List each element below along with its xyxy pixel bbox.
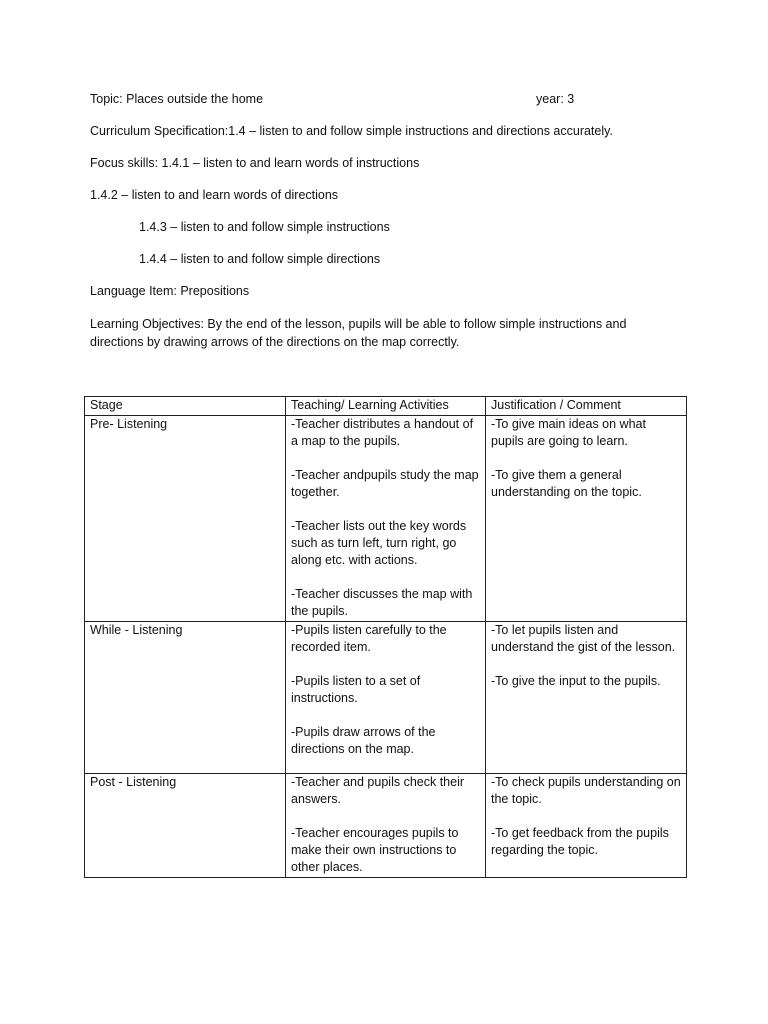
activity-item: -Teacher lists out the key words such as turn left, turn right, go along etc. with actions. bbox=[291, 519, 467, 567]
activities-cell bbox=[286, 774, 486, 878]
activity-item: -Teacher and pupils check their answers. bbox=[291, 775, 465, 806]
activity-item: -Teacher distributes a handout of a map to the pupils. bbox=[291, 417, 474, 448]
comments-cell bbox=[486, 416, 687, 622]
activities-cell bbox=[286, 416, 486, 622]
skill-1-4-4: 1.4.4 – listen to and follow simple directions bbox=[139, 252, 381, 266]
activity-item: -Teacher encourages pupils to make their own instructions to other places. bbox=[291, 826, 459, 874]
table-row bbox=[85, 416, 687, 622]
stage-cell: Post - Listening bbox=[85, 774, 286, 878]
comment-item: -To get feedback from the pupils regarding the topic. bbox=[491, 826, 669, 857]
topic-line: Topic: Places outside the home bbox=[90, 92, 264, 106]
header-justification: Justification / Comment bbox=[486, 397, 687, 416]
skill-1-4-2: 1.4.2 – listen to and learn words of directions bbox=[90, 188, 339, 202]
activity-item: -Teacher andpupils study the map together. bbox=[291, 468, 479, 499]
activity-item: -Teacher discusses the map with the pupils. bbox=[291, 587, 473, 618]
activity-item: -Pupils listen carefully to the recorded item. bbox=[291, 623, 447, 654]
learning-objectives: Learning Objectives: By the end of the lesson, pupils will be able to follow simple instructions and directions by drawing arrows of the directions on the map correctly. bbox=[90, 317, 627, 349]
stage-cell: While - Listening bbox=[85, 622, 286, 774]
language-item: Language Item: Prepositions bbox=[90, 284, 250, 298]
year-label: year: 3 bbox=[536, 92, 575, 106]
table-header-row bbox=[85, 397, 687, 416]
comment-item: -To let pupils listen and understand the gist of the lesson. bbox=[491, 623, 676, 654]
comment-item: -To give main ideas on what pupils are going to learn. bbox=[491, 417, 646, 448]
comments-cell bbox=[486, 622, 687, 774]
focus-skills: Focus skills: 1.4.1 – listen to and learn words of instructions bbox=[90, 156, 420, 170]
curriculum-specification: Curriculum Specification:1.4 – listen to and follow simple instructions and directions accurately. bbox=[90, 124, 613, 138]
comment-item: -To check pupils understanding on the topic. bbox=[491, 775, 681, 806]
lesson-plan-table bbox=[84, 396, 687, 878]
activity-item: -Pupils listen to a set of instructions. bbox=[291, 674, 421, 705]
skill-1-4-3: 1.4.3 – listen to and follow simple instructions bbox=[139, 220, 390, 234]
table-row bbox=[85, 774, 687, 878]
stage-cell: Pre- Listening bbox=[85, 416, 286, 622]
comment-item: -To give the input to the pupils. bbox=[491, 674, 661, 688]
table-row bbox=[85, 622, 687, 774]
activities-cell bbox=[286, 622, 486, 774]
header-activities: Teaching/ Learning Activities bbox=[286, 397, 486, 416]
comment-item: -To give them a general understanding on the topic. bbox=[491, 468, 642, 499]
header-stage: Stage bbox=[85, 397, 286, 416]
activity-item: -Pupils draw arrows of the directions on the map. bbox=[291, 725, 436, 756]
comments-cell bbox=[486, 774, 687, 878]
